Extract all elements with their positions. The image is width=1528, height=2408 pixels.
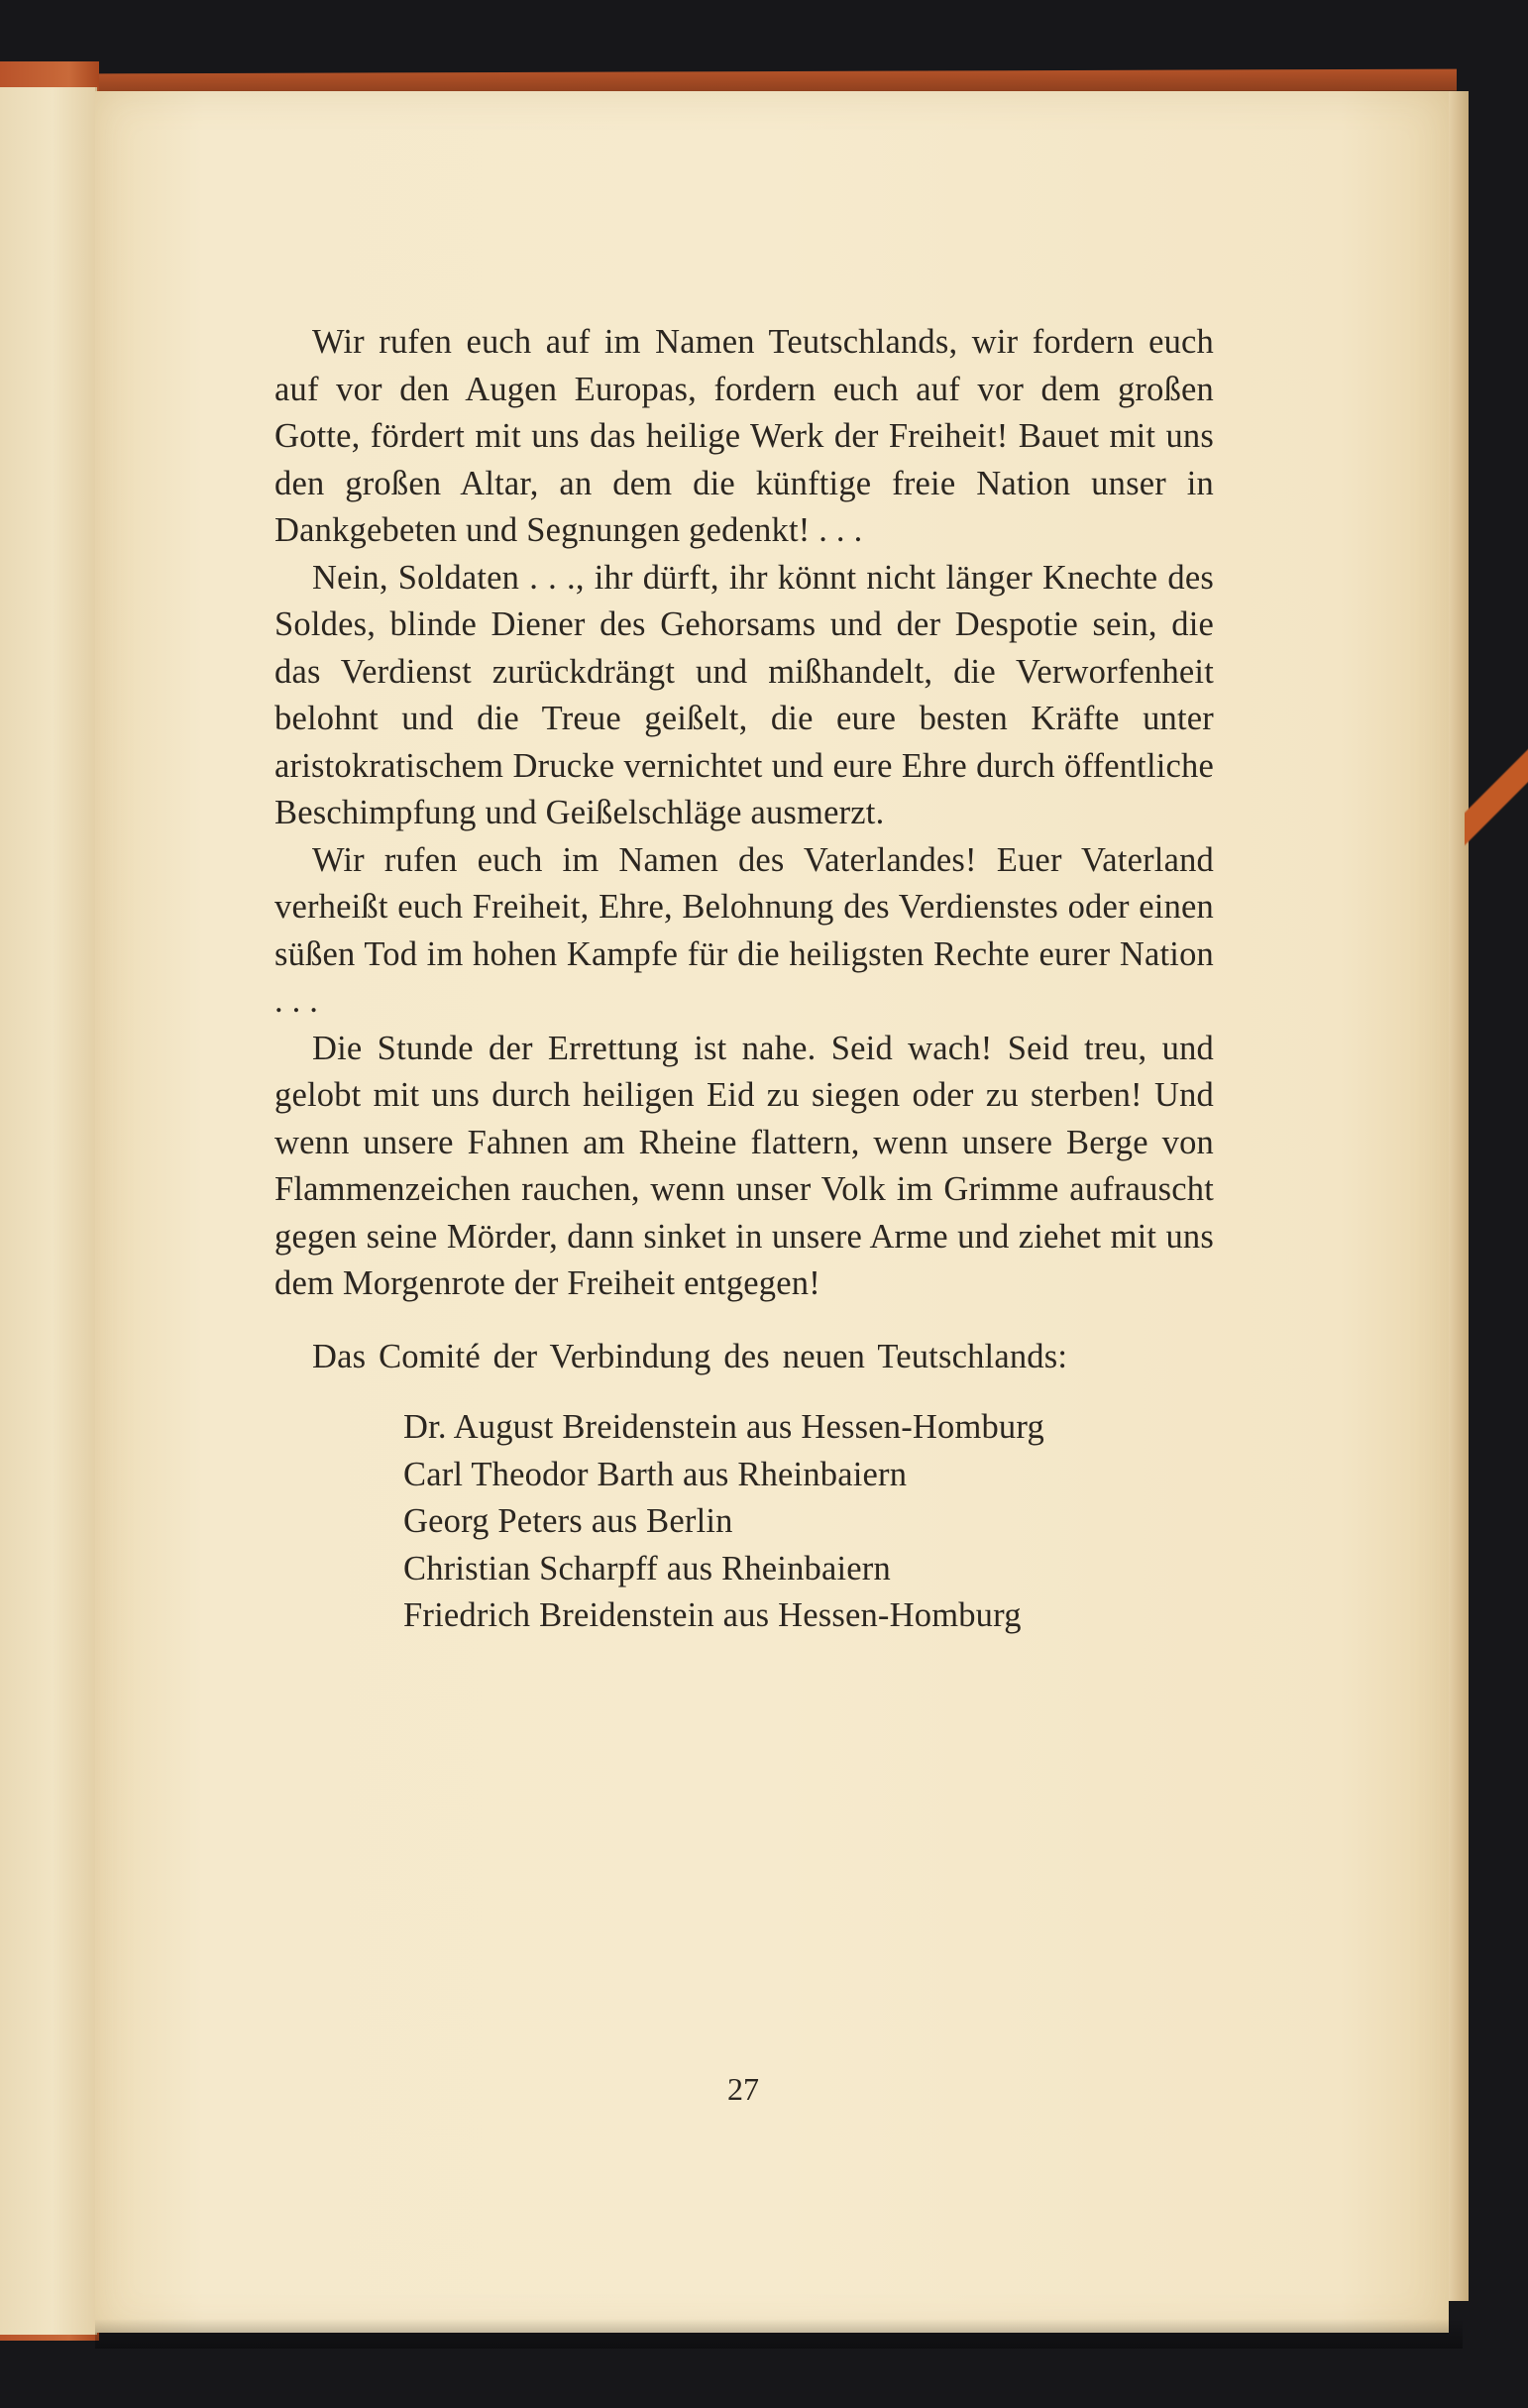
signature-intro: Das Comité der Verbindung des neuen Teutschlands: — [312, 1337, 1068, 1375]
signer-name: Georg Peters aus Berlin — [403, 1502, 733, 1540]
signer-name: Friedrich Breidenstein aus Hessen-Homburg — [403, 1596, 1022, 1634]
paragraph: Nein, Soldaten . . ., ihr dürft, ihr könnt nicht länger Knechte des Soldes, blinde Diener des Gehorsams und der Despotie sein, die das Verdienst zurückdrängt und mißhandelt, die Verworfenheit belohnt und die Treue geißelt, die eure besten Kräfte unter aristokratischem Drucke vernichtet und eure Ehre durch öffentliche Beschimpfung und Geißelschläge ausmerzt. — [274, 558, 1214, 831]
signer-name: Dr. August Breidenstein aus Hessen-Homburg — [403, 1408, 1044, 1446]
paragraph: Wir rufen euch im Namen des Vaterlandes! Euer Vaterland verheißt euch Freiheit, Ehre, Belohnung des Verdienstes oder einen süßen Tod im hohen Kampfe für die heiligsten Rechte eurer Nation . . . — [274, 840, 1214, 1020]
book-cover-corner — [1465, 723, 1528, 912]
paragraph: Die Stunde der Errettung ist nahe. Seid wach! Seid treu, und gelobt mit uns durch heiligen Eid zu siegen oder zu sterben! Und wenn unsere Fahnen am Rheine flattern, wenn unsere Berge von Flammenzeichen rauchen, wenn unser Volk im Grimme aufrauscht gegen seine Mörder, dann sinket in unsere Arme und ziehet mit uns dem Morgenrote der Freiheit entgegen! — [274, 1029, 1214, 1302]
signer-name: Carl Theodor Barth aus Rheinbaiern — [403, 1455, 908, 1493]
page-stack-edge — [1447, 91, 1469, 2301]
signer-name: Christian Scharpff aus Rheinbaiern — [403, 1549, 891, 1587]
page-text — [274, 319, 1214, 1640]
page-shadow — [95, 2319, 1463, 2349]
paragraph: Wir rufen euch auf im Namen Teutschlands, wir fordern euch auf vor den Augen Europas, fordern euch auf vor dem großen Gotte, fördert mit uns das heilige Werk der Freiheit! Bauet mit uns den großen Altar, an dem die künftige freie Nation unser in Dankgebeten und Segnungen gedenkt! . . . — [274, 323, 1214, 549]
signer-list — [403, 1404, 1214, 1640]
previous-page-edge — [0, 87, 97, 2335]
page-number: 27 — [727, 2071, 759, 2107]
